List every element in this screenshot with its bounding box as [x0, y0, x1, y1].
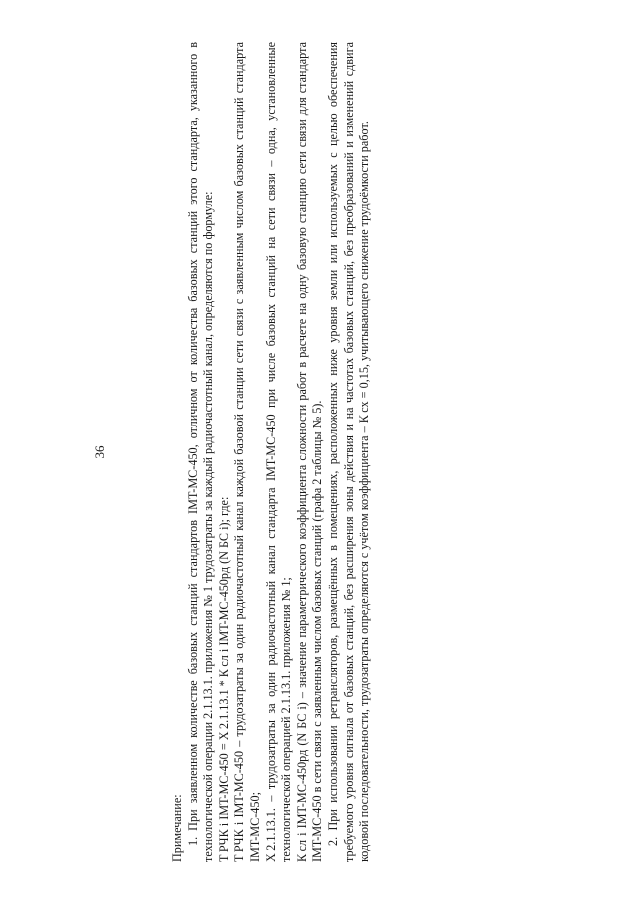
definition-x: Х 2.1.13.1. – трудозатраты за один радиочастотный канал стандарта IMT-MC-450 при числе базовых станций на сети связи – одна, установленные технологической операцией 2.1.13.1. приложения № 1; — [263, 42, 294, 862]
note-paragraph-1: 1. При заявленном количестве базовых станций стандартов IMT-MC-450, отличном от количества базовых станций этого стандарта, указанного в технологической операции 2.1.13.1. приложения № 1 трудозатраты за каждый радиочастотный канал, определяются по формуле: — [185, 42, 216, 862]
rotated-text-block — [92, 42, 470, 862]
definition-t: Т РЧК i IMT-MC-450 – трудозатраты за один радиочастотный канал каждой базовой станции сети связи с заявленным числом базовых станций стандарта IMT-MC-450; — [232, 42, 262, 862]
note-heading: Примечание: — [170, 794, 184, 862]
note-paragraph-2: 2. При использовании ретрансляторов, размещённых в помещениях, расположенных ниже уровня земли или используемых с целью обеспечения требуемого уровня сигнала от базовых станций, без расширения зоны действия и на частотах базовых станций, без преобразований и изменений сдвига кодовой последовательности, трудозатраты определяются с учётом коэффициента – К сх = 0,15, учитывающего снижение трудоёмкости работ. — [325, 42, 372, 862]
definition-k: К сл i IMT-MC-450рд (N БС i) – значение параметрического коэффициента сложности работ в расчете на одну базовую станцию сети связи для стандарта IMT-MC-450 в сети связи с заявленным числом базовых станций (графа 2 таблицы № 5). — [294, 42, 325, 862]
note-content — [170, 42, 373, 862]
formula-line: Т РЧК i IMT-MC-450 = Х 2.1.13.1 * К сл i IMT-MC-450рд (N БС i); где: — [216, 496, 231, 862]
page-number: 36 — [92, 445, 107, 459]
